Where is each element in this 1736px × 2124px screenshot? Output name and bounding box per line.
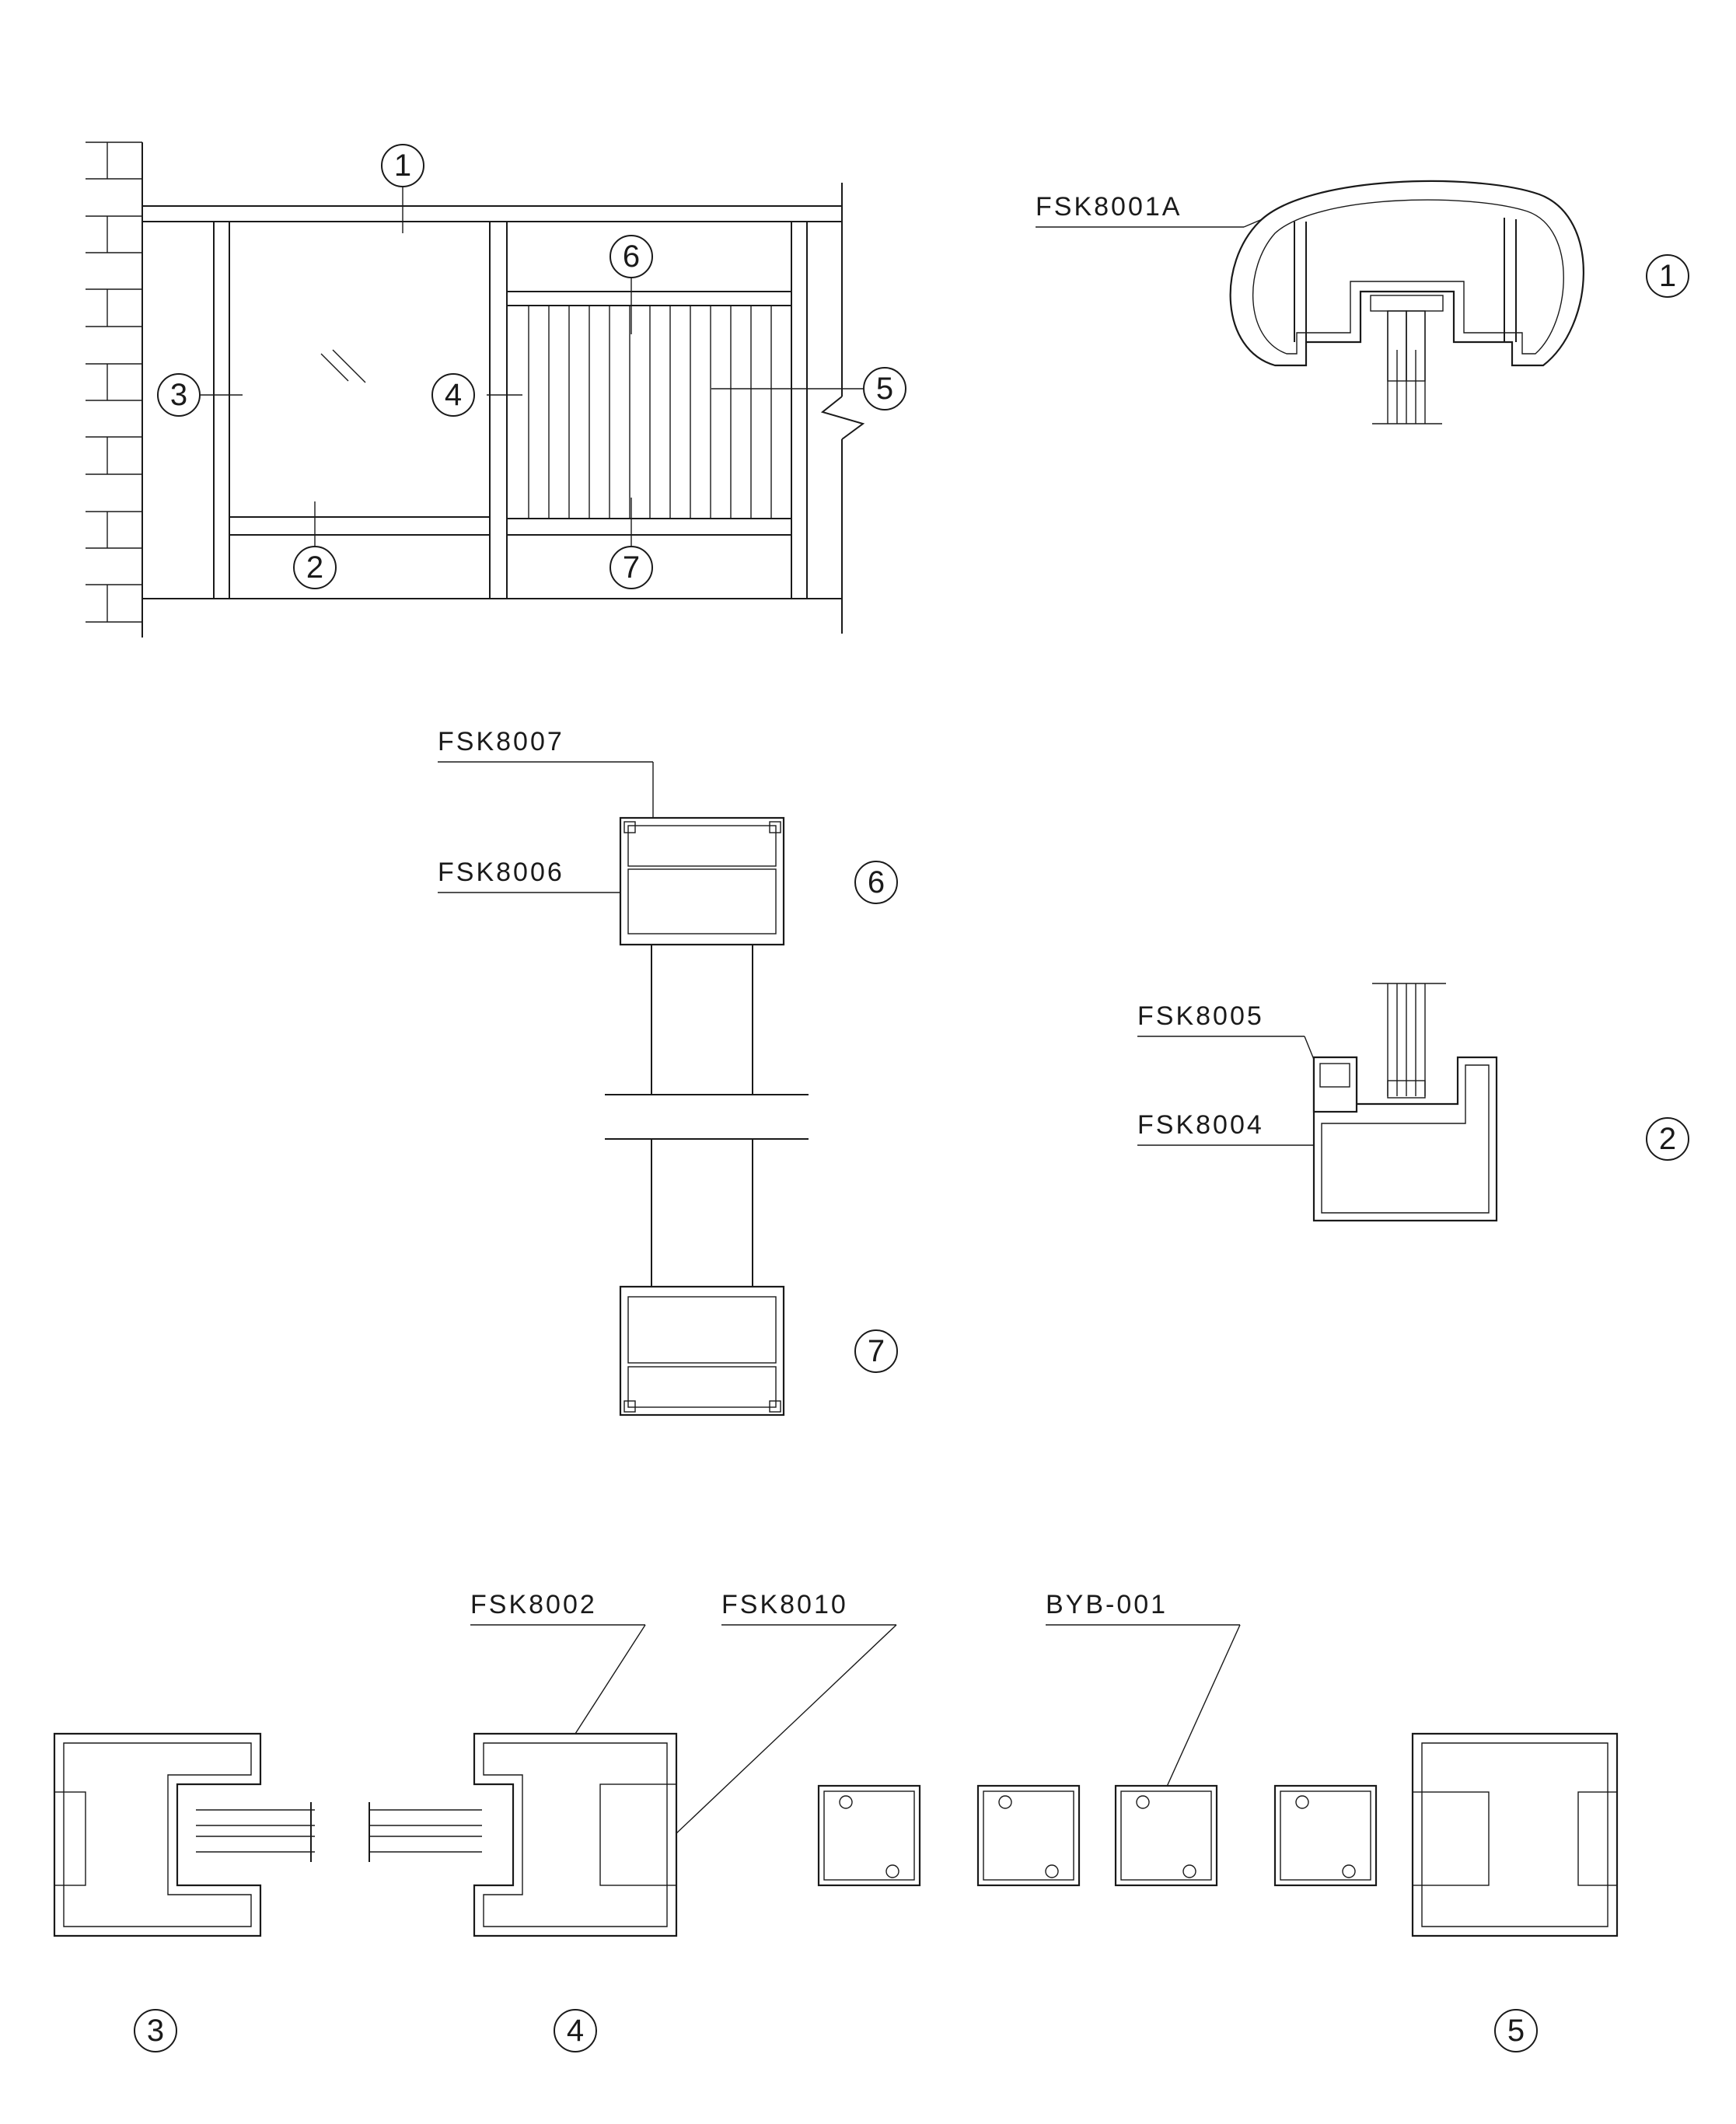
svg-text:2: 2 [1658,1122,1677,1156]
label-fsk8004: FSK8004 [1137,1110,1264,1140]
svg-text:2: 2 [306,550,324,585]
svg-text:7: 7 [867,1334,885,1368]
svg-text:1: 1 [393,148,412,183]
svg-text:5: 5 [1507,2014,1525,2048]
baluster-profiles [819,1786,1376,1885]
bottom-rail-section [1137,983,1689,1221]
callout-bottom-rail [1647,1118,1689,1160]
label-byb001: BYB-001 [1046,1590,1168,1619]
callout-post-5 [1495,2010,1537,2052]
label-fsk8006: FSK8006 [438,858,564,887]
svg-text:5: 5 [875,372,894,406]
railing-elevation [86,142,906,638]
wall-hatch [86,142,142,638]
callout-6 [610,236,652,278]
label-fsk8007: FSK8007 [438,727,564,756]
callout-top-rail [1647,255,1689,297]
post-4-profile [369,1734,676,1936]
svg-text:7: 7 [622,550,641,585]
baluster-lines [529,306,771,519]
callout-post-4 [554,2010,596,2052]
svg-text:4: 4 [444,378,463,412]
label-fsk8001a: FSK8001A [1036,192,1182,222]
svg-text:3: 3 [146,2014,165,2048]
label-fsk8002: FSK8002 [470,1590,597,1619]
label-fsk8005: FSK8005 [1137,1001,1264,1031]
svg-text:6: 6 [867,865,885,900]
post-sections [54,1590,1617,2052]
callout-baluster-top [855,861,897,903]
post-3-profile [54,1734,315,1936]
svg-text:6: 6 [622,239,641,274]
callout-baluster-bottom [855,1330,897,1372]
svg-text:3: 3 [169,378,188,412]
callout-post-3 [134,2010,176,2052]
callout-7 [610,547,652,589]
post-5-profile [1413,1734,1617,1936]
baluster-rail-section [438,727,897,1415]
top-rail-section [1036,181,1689,424]
callout-2 [294,547,336,589]
callout-1 [382,145,424,187]
callout-4 [432,374,474,416]
svg-text:1: 1 [1658,259,1677,293]
label-fsk8010: FSK8010 [721,1590,848,1619]
callout-5 [864,368,906,410]
svg-text:4: 4 [566,2014,585,2048]
callout-3 [158,374,200,416]
